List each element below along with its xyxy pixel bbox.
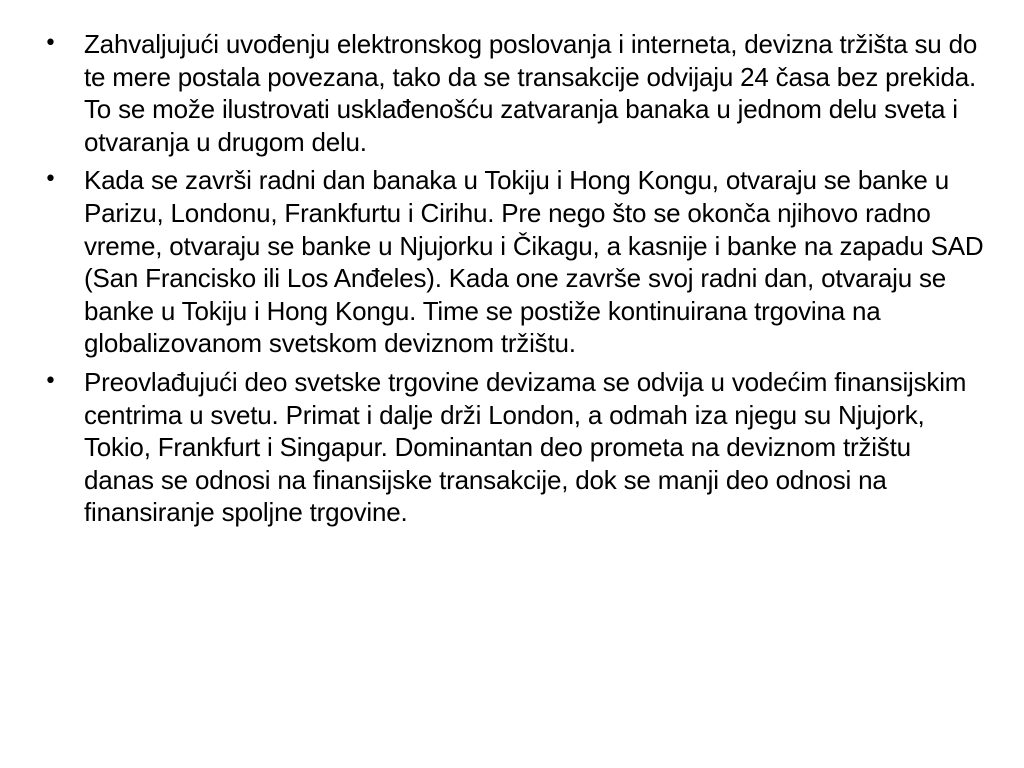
bullet-text: Zahvaljujući uvođenju elektronskog poslovanja i interneta, devizna tržišta su do te mere postala povezana, tako da se transakcije odvijaju 24 časa bez prekida. To se može ilustrovati usklađenošću zatvaranja banaka u jednom delu sveta i otvaranja u drugom delu.: [84, 29, 978, 157]
bullet-item-3: [44, 366, 984, 529]
bullet-dot-icon: •: [44, 31, 57, 56]
bullet-dot-icon: •: [44, 368, 57, 394]
bullet-item-1: [44, 28, 984, 158]
bullet-item-2: [44, 164, 984, 360]
bullet-list: [44, 28, 984, 535]
bullet-text: Preovlađujući deo svetske trgovine devizama se odvija u vodećim finansijskim centrima u svetu. Primat i dalje drži London, a odmah iza njegu su Njujork, Tokio, Frankfurt i Singapur. Dominantan deo prometa na deviznom tržištu danas se odnosi na finansijske transakcije, dok se manji deo odnosi na finansiranje spoljne trgovine.: [84, 366, 967, 528]
bullet-text: Kada se završi radni dan banaka u Tokiju i Hong Kongu, otvaraju se banke u Parizu, Londonu, Frankfurtu i Cirihu. Pre nego što se okonča njihovo radno vreme, otvaraju se banke u Njujorku i Čikagu, a kasnije i banke na zapadu SAD (San Francisko ili Los Anđeles). Kada one završe svoj radni dan, otvaraju se banke u Tokiju i Hong Kongu. Time se postiže kontinuirana trgovina na globalizovanom svetskom deviznom tržištu.: [84, 165, 984, 359]
bullet-dot-icon: •: [44, 167, 57, 193]
